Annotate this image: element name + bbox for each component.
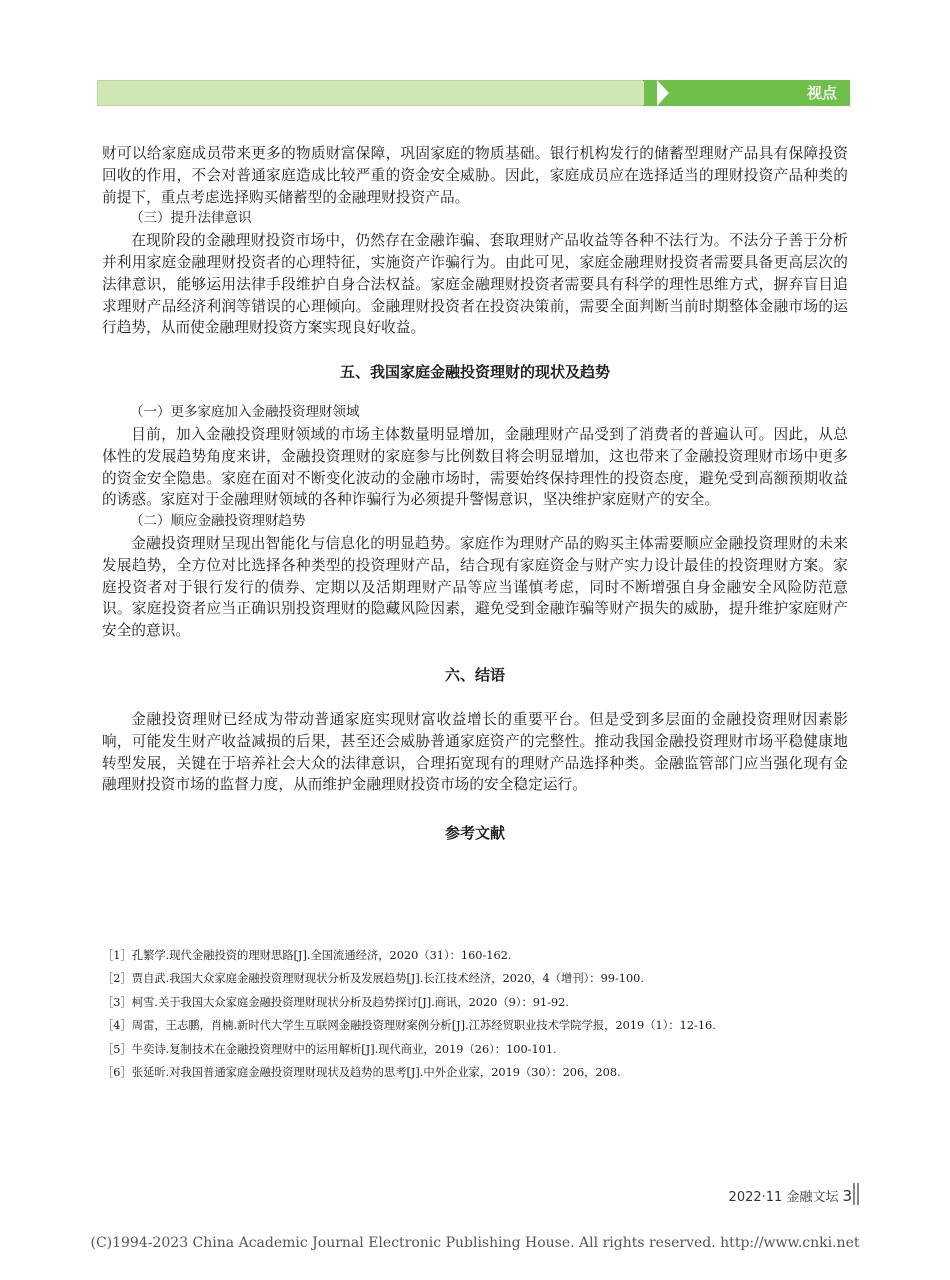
reference-item: ［2］贾自武.我国大众家庭金融投资理财现状分析及发展趋势[J].长江技术经济，2020，4（增刊）：99-100. bbox=[102, 972, 644, 986]
subsection-title-5-1: （一）更多家庭加入金融投资理财领域 bbox=[130, 404, 360, 421]
reference-item: ［1］孔繁学.现代金融投资的理财思路[J].全国流通经济，2020（31）：160-162. bbox=[102, 949, 512, 962]
page-number: 3 bbox=[842, 1187, 852, 1205]
chevron-notch-icon bbox=[657, 80, 683, 106]
article-body bbox=[102, 143, 848, 843]
reference-item: ［5］牛奕诗.复制技术在金融投资理财中的运用解析[J].现代商业，2019（26）：100-101. bbox=[102, 1042, 557, 1056]
copyright-line: (C)1994-2023 China Academic Journal Electronic Publishing House. All rights reserved. http://www.cnki.net bbox=[90, 1235, 860, 1251]
footer-bars-decoration bbox=[853, 1183, 859, 1205]
reference-item: ［4］周雷，王志鹏，肖楠.新时代大学生互联网金融投资理财案例分析[J].江苏经贸职业技术学院学报，2019（1）：12-16. bbox=[102, 1019, 716, 1033]
reference-list bbox=[102, 944, 862, 1084]
paragraph-continued: 财可以给家庭成员带来更多的物质财富保障，巩固家庭的物质基础。银行机构发行的储蓄型理财产品具有保障投资回收的作用，不会对普通家庭造成比较严重的资金安全威胁。因此，家庭成员应在选择适当的理财投资产品种类的前提下，重点考虑选择购买储蓄型的金融理财投资产品。 bbox=[102, 145, 848, 206]
section-tab-label: 视点 bbox=[794, 80, 850, 106]
paragraph-5-2: 金融投资理财呈现出智能化与信息化的明显趋势。家庭作为理财产品的购买主体需要顺应金融投资理财的未来发展趋势，全方位对比选择各种类型的投资理财产品，结合现有家庭资金与财产实力设计最佳的投资理财方案。家庭投资者对于银行发行的债券、定期以及活期理财产品等应当谨慎考虑，同时不断增强自身金融安全风险防范意识。家庭投资者应当正确识别投资理财的隐藏风险因素，避免受到金融诈骗等财产损失的威胁，提升维护家庭财产安全的意识。 bbox=[102, 534, 848, 640]
paragraph-law: 在现阶段的金融理财投资市场中，仍然存在金融诈骗、套取理财产品收益等各种不法行为。不法分子善于分析并利用家庭金融理财投资者的心理特征，实施资产诈骗行为。由此可见，家庭金融理财投资者需要具备更高层次的法律意识，能够运用法律手段维护自身合法权益。家庭金融理财投资者需要具有科学的理性思维方式，摒弃盲目追求理财产品经济利润等错误的心理倾向。金融理财投资者在投资决策前，需要全面判断当前时期整体金融市场的运行趋势，从而使金融理财投资方案实现良好收益。 bbox=[102, 232, 848, 337]
paragraph-5-1: 目前，加入金融投资理财领域的市场主体数量明显增加，金融理财产品受到了消费者的普遍认可。因此，从总体性的发展趋势角度来讲，金融投资理财的家庭参与比例数目将会明显增加，这也带来了金融投资理财市场中更多的资金安全隐患。家庭在面对不断变化波动的金融市场时，需要始终保持理性的投资态度，避免受到高额预期收益的诱惑。家庭对于金融理财领域的各种诈骗行为必须提升警惕意识，坚决维护家庭财产的安全。 bbox=[102, 425, 848, 509]
reference-item: ［3］柯雪.关于我国大众家庭金融投资理财现状分析及趋势探讨[J].商讯，2020（9）：91-92. bbox=[102, 995, 569, 1009]
reference-item: ［6］张延昕.对我国普通家庭金融投资理财现状及趋势的思考[J].中外企业家，2019（30）：206，208. bbox=[102, 1066, 621, 1080]
paragraph-conclusion: 金融投资理财已经成为带动普通家庭实现财富收益增长的重要平台。但是受到多层面的金融投资理财因素影响，可能发生财产收益减损的后果，甚至还会威胁普通家庭资产的完整性。推动我国金融投资理财市场平稳健康地转型发展，关键在于培养社会大众的法律意识，合理拓宽现有的理财产品选择种类。金融监管部门应当强化现有金融理财投资市场的监督力度，从而维护金融理财投资市场的安全稳定运行。 bbox=[102, 710, 848, 794]
subsection-title-5-2: （二）顺应金融投资理财趋势 bbox=[130, 513, 306, 530]
page-footer bbox=[729, 1186, 852, 1205]
banner-light-green-bar bbox=[97, 80, 657, 106]
header-banner bbox=[97, 80, 850, 106]
journal-issue: 2022·11 金融文坛 bbox=[728, 1190, 839, 1205]
subsection-title-law: （三）提升法律意识 bbox=[130, 210, 252, 227]
section-title-5: 五、我国家庭金融投资理财的现状及趋势 bbox=[339, 363, 610, 382]
references-title: 参考文献 bbox=[444, 824, 505, 843]
section-title-6: 六、结语 bbox=[444, 665, 505, 684]
